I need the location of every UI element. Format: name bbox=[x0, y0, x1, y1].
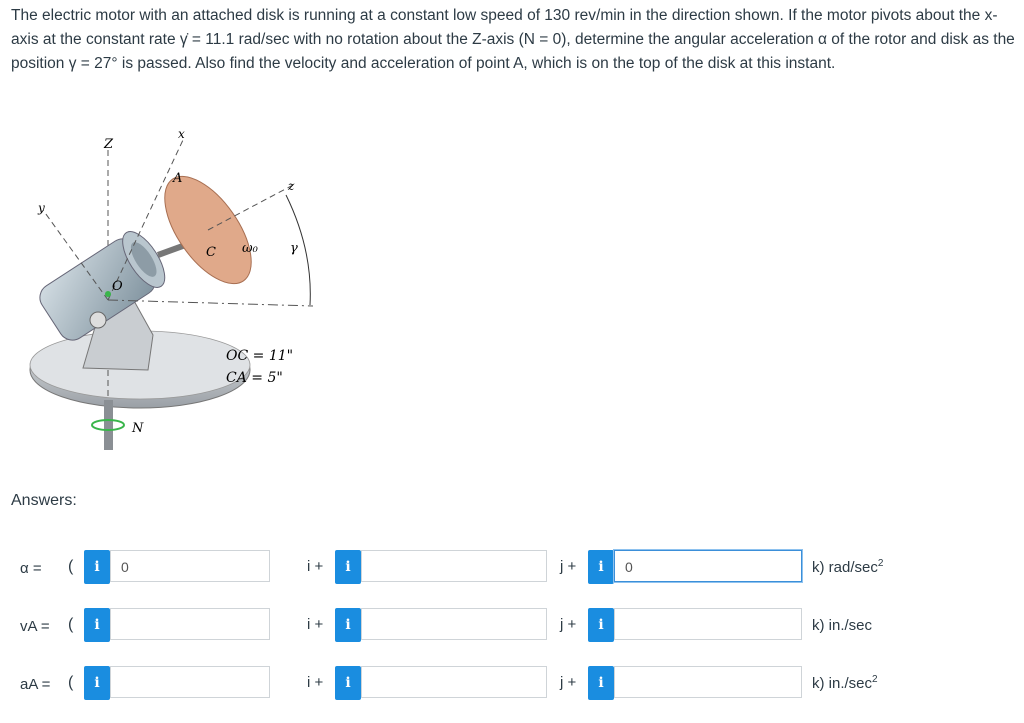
label-gamma: γ bbox=[290, 241, 298, 256]
acceleration-k-input[interactable] bbox=[614, 666, 802, 698]
label-y: y bbox=[38, 201, 45, 215]
info-icon[interactable]: i bbox=[84, 608, 110, 642]
label-x: x bbox=[178, 127, 185, 141]
open-paren: ( bbox=[68, 674, 74, 691]
acceleration-i-input[interactable] bbox=[110, 666, 270, 698]
row-label: α = bbox=[20, 560, 42, 577]
info-icon[interactable]: i bbox=[84, 666, 110, 700]
answer-row-acceleration bbox=[0, 666, 1024, 706]
velocity-k-input[interactable] bbox=[614, 608, 802, 640]
answer-row-velocity bbox=[0, 608, 1024, 648]
label-omega: ω₀ bbox=[242, 241, 258, 256]
open-paren: ( bbox=[68, 558, 74, 575]
label-N: N bbox=[132, 421, 144, 436]
info-icon[interactable]: i bbox=[335, 666, 361, 700]
info-icon[interactable]: i bbox=[588, 666, 614, 700]
label-O: O bbox=[112, 279, 123, 294]
problem-statement: The electric motor with an attached disk is running at a constant low speed of 130 rev/min in the direction shown. If the motor pivots about the x-axis at the constant rate γ̇ = 11.1 rad/sec with no rotation about the Z-axis (N = 0), determine the angular acceleration α of the rotor and disk as the position γ = 27° is passed. Also find the velocity and acceleration of point A, which is on the top of the disk at this instant. bbox=[11, 7, 1015, 72]
j-suffix: j + bbox=[560, 674, 577, 691]
label-A: A bbox=[173, 171, 183, 186]
acceleration-j-input[interactable] bbox=[361, 666, 547, 698]
velocity-j-input[interactable] bbox=[361, 608, 547, 640]
row-label: aA = bbox=[20, 676, 51, 693]
answer-row-alpha bbox=[0, 550, 1024, 590]
open-paren: ( bbox=[68, 616, 74, 633]
info-icon[interactable]: i bbox=[588, 608, 614, 642]
info-icon[interactable]: i bbox=[335, 608, 361, 642]
unit-label: k) $in./\sec^2$ bbox=[812, 674, 878, 692]
j-suffix: j + bbox=[560, 558, 577, 575]
j-suffix: j + bbox=[560, 616, 577, 633]
label-z: z bbox=[288, 179, 295, 193]
unit-label: k) rad/$\sec^2$ bbox=[812, 558, 884, 576]
label-C: C bbox=[206, 245, 216, 260]
alpha-j-input[interactable] bbox=[361, 550, 547, 582]
unit-label: k) in./sec bbox=[812, 617, 873, 634]
info-icon[interactable]: i bbox=[335, 550, 361, 584]
label-ca: CA = 5" bbox=[226, 370, 283, 386]
i-suffix: i + bbox=[307, 616, 324, 633]
point-O bbox=[105, 291, 111, 297]
alpha-k-input[interactable]: 0 bbox=[614, 550, 802, 582]
label-Z: Z bbox=[104, 137, 114, 152]
row-label: vA = bbox=[20, 618, 50, 635]
info-icon[interactable]: i bbox=[84, 550, 110, 584]
i-suffix: i + bbox=[307, 558, 324, 575]
velocity-i-input[interactable] bbox=[110, 608, 270, 640]
motor-disk-figure bbox=[28, 120, 348, 460]
alpha-i-input[interactable]: 0 bbox=[110, 550, 270, 582]
label-oc: OC = 11" bbox=[226, 348, 294, 364]
i-suffix: i + bbox=[307, 674, 324, 691]
answers-heading: Answers: bbox=[11, 492, 77, 509]
info-icon[interactable]: i bbox=[588, 550, 614, 584]
